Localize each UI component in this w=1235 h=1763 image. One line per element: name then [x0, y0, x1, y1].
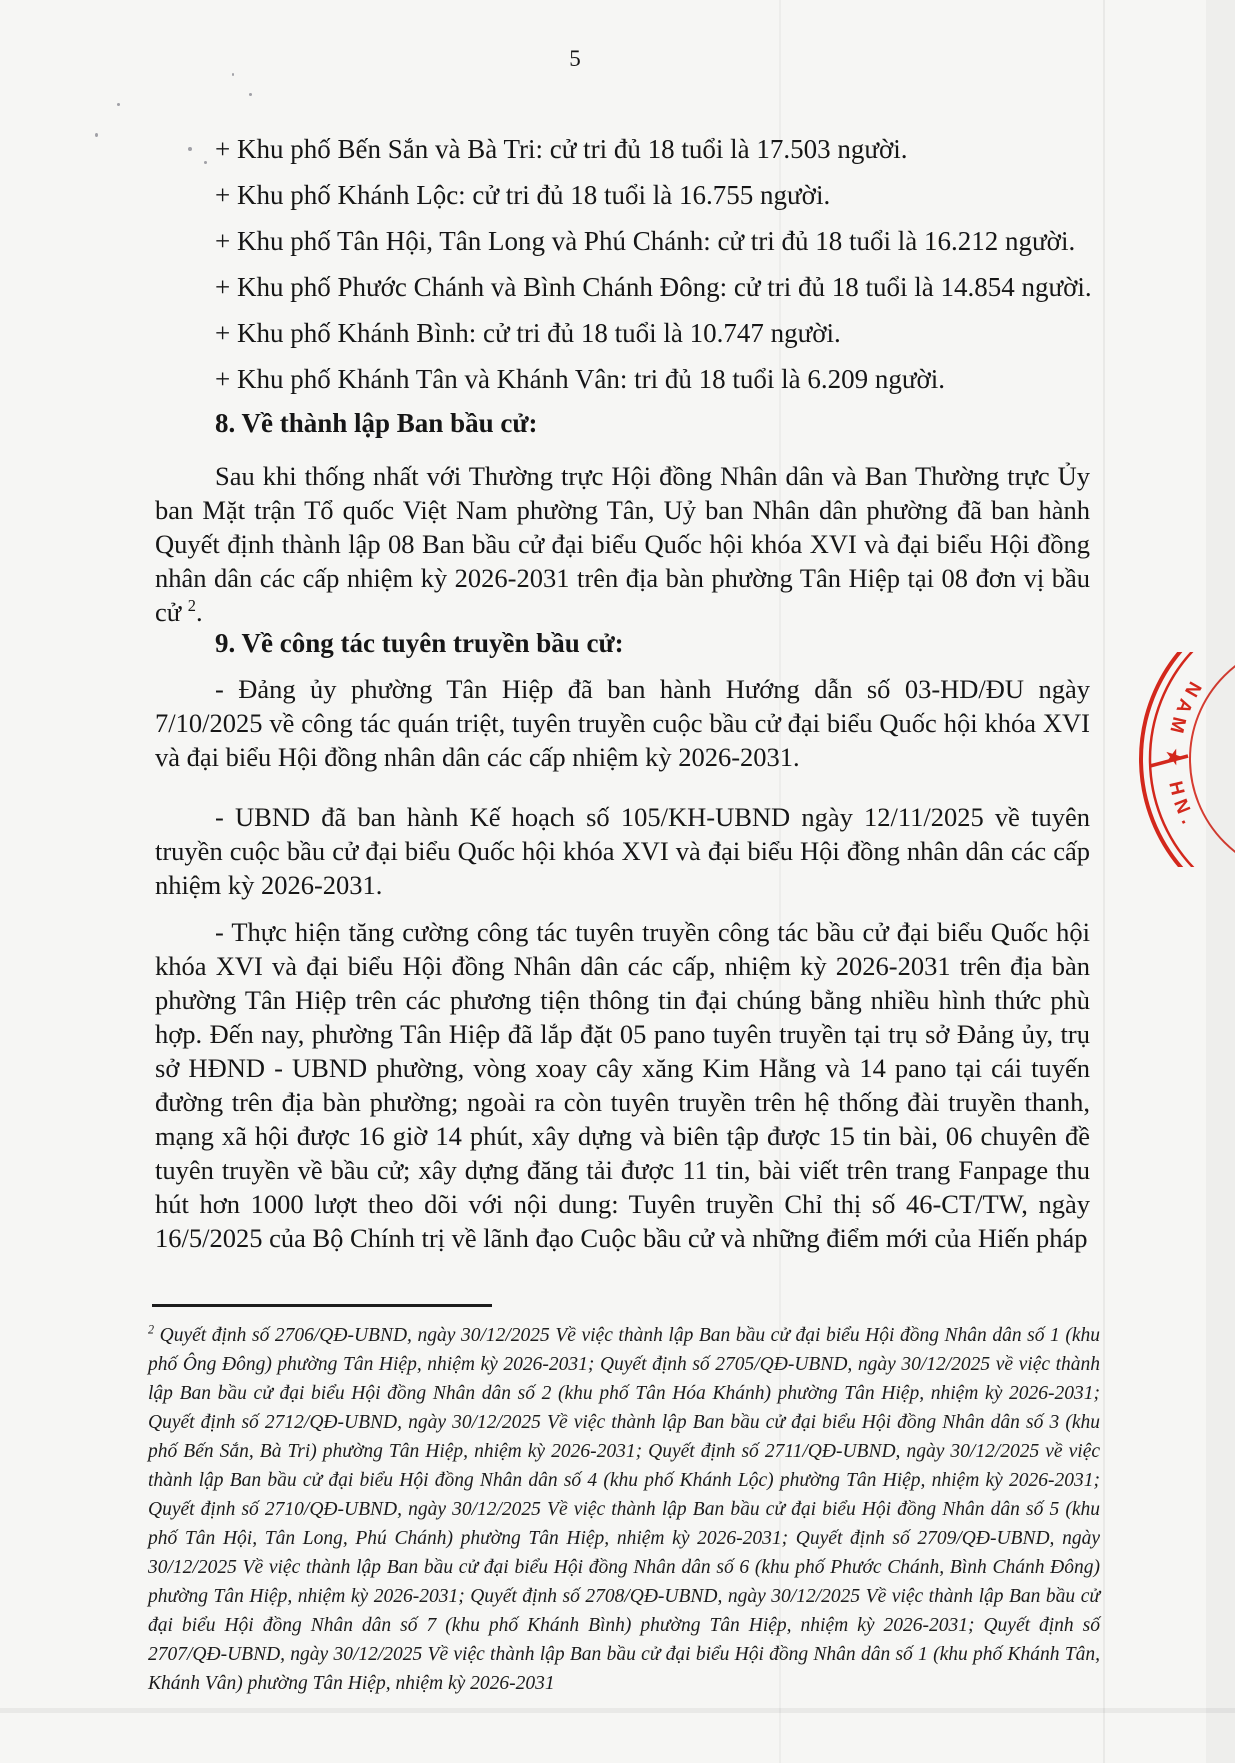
list-item: + Khu phố Khánh Bình: cử tri đủ 18 tuổi là 10.747 người. — [215, 318, 841, 348]
list-item: + Khu phố Tân Hội, Tân Long và Phú Chánh: cử tri đủ 18 tuổi là 16.212 người. — [215, 226, 1076, 256]
section-9-paragraph-2: - UBND đã ban hành Kế hoạch số 105/KH-UBND ngày 12/11/2025 về tuyên truyền cuộc bầu cử đại biểu Quốc hội khóa XVI và đại biểu Hội đồng nhân dân các cấp nhiệm kỳ 2026-2031. — [155, 802, 1090, 900]
section-9-heading: 9. Về công tác tuyên truyền bầu cử: — [215, 628, 624, 658]
section-9-paragraph-3: - Thực hiện tăng cường công tác tuyên truyền công tác bầu cử đại biểu Quốc hội khóa XVI và đại biểu Hội đồng Nhân dân các cấp, nhiệm kỳ 2026-2031 trên địa bàn phường Tân Hiệp trên các phương tiện thông tin đại chúng bằng nhiều hình thức phù hợp. Đến nay, phường Tân Hiệp đã lắp đặt 05 pano tuyên truyền tại trụ sở Đảng ủy, trụ sở HĐND - UBND phường, vòng xoay cây xăng Kim Hằng và 14 pano tại cái tuyến đường trên địa bàn phường; ngoài ra còn tuyên truyền trên hệ thống đài truyền thanh, mạng xã hội được 16 giờ 14 phút, xây dựng và biên tập được 15 tin bài, 06 chuyên đề tuyên truyền về bầu cử; xây dựng đăng tải được 11 tin, bài viết trên trang Fanpage thu hút hơn 1000 lượt theo dõi với nội dung: Tuyên truyền Chỉ thị số 46-CT/TW, ngày 16/5/2025 của Bộ Chính trị về lãnh đạo Cuộc bầu cử và những điểm mới của Hiến pháp — [155, 917, 1090, 1253]
dust-speck — [95, 133, 98, 137]
scan-artifact-line — [1103, 0, 1105, 1763]
dust-speck — [249, 93, 252, 96]
section-8-text-end: . — [195, 597, 203, 627]
footnote-text — [148, 1321, 1100, 1698]
section-8-heading: 8. Về thành lập Ban bầu cử: — [215, 408, 538, 438]
list-item: + Khu phố Khánh Lộc: cử tri đủ 18 tuổi là 16.755 người. — [215, 180, 831, 210]
footnote-reference: 2 — [187, 596, 196, 616]
section-8-text: Sau khi thống nhất với Thường trực Hội đồng Nhân dân và Ban Thường trực Ủy ban Mặt trận Tổ quốc Việt Nam phường Tân, Uỷ ban Nhân dân phường đã ban hành Quyết định thành lập 08 Ban bầu cử đại biểu Quốc hội khóa XVI và đại biểu Hội đồng nhân dân các cấp nhiệm kỳ 2026-2031 trên địa bàn phường Tân Hiệp tại 08 đơn vị bầu cử — [155, 461, 1090, 627]
section-9-paragraph-1: - Đảng ủy phường Tân Hiệp đã ban hành Hướng dẫn số 03-HD/ĐU ngày 7/10/2025 về công tác quán triệt, tuyên truyền cuộc bầu cử đại biểu Quốc hội khóa XVI và đại biểu Hội đồng nhân dân các cấp nhiệm kỳ 2026-2031. — [155, 674, 1090, 772]
seal-arc-text: NAM ★ HN. — [1162, 677, 1205, 833]
dust-speck — [232, 73, 234, 76]
scan-edge-shadow — [1206, 0, 1235, 1763]
scan-artifact-line — [0, 1708, 1235, 1713]
scan-artifact-line — [779, 0, 781, 1763]
svg-text:NAM ★ HN. — [1162, 678, 1205, 833]
section-8-paragraph — [155, 459, 1090, 629]
dust-speck — [188, 147, 192, 151]
footnote-body: Quyết định số 2706/QĐ-UBND, ngày 30/12/2025 Về việc thành lập Ban bầu cử đại biểu Hội đồng Nhân dân số 1 (khu phố Ông Đông) phường Tân Hiệp, nhiệm kỳ 2026-2031; Quyết định số 2705/QĐ-UBND, ngày 30/12/2025 về việc thành lập Ban bầu cử đại biểu Hội đồng Nhân dân số 2 (khu phố Tân Hóa Khánh) phường Tân Hiệp, nhiệm kỳ 2026-2031; Quyết định số 2712/QĐ-UBND, ngày 30/12/2025 Về việc thành lập Ban bầu cử đại biểu Hội đồng Nhân dân số 3 (khu phố Bến Sắn, Bà Tri) phường Tân Hiệp, nhiệm kỳ 2026-2031; Quyết định số 2711/QĐ-UBND, ngày 30/12/2025 về việc thành lập Ban bầu cử đại biểu Hội đồng Nhân dân số 4 (khu phố Khánh Lộc) phường Tân Hiệp, nhiệm kỳ 2026-2031; Quyết định số 2710/QĐ-UBND, ngày 30/12/2025 Về việc thành lập Ban bầu cử đại biểu Hội đồng Nhân dân số 5 (khu phố Tân Hội, Tân Long, Phú Chánh) phường Tân Hiệp, nhiệm kỳ 2026-2031; Quyết định số 2709/QĐ-UBND, ngày 30/12/2025 Về việc thành lập Ban bầu cử đại biểu Hội đồng Nhân dân số 6 (khu phố Phước Chánh, Bình Chánh Đông) phường Tân Hiệp, nhiệm kỳ 2026-2031; Quyết định số 2708/QĐ-UBND, ngày 30/12/2025 Về việc thành lập Ban bầu cử đại biểu Hội đồng Nhân dân số 7 (khu phố Khánh Bình) phường Tân Hiệp, nhiệm kỳ 2026-2031; Quyết định số 2707/QĐ-UBND, ngày 30/12/2025 Về việc thành lập Ban bầu cử đại biểu Hội đồng Nhân dân số 1 (khu phố Khánh Tân, Khánh Vân) phường Tân Hiệp, nhiệm kỳ 2026-2031 — [148, 1325, 1101, 1694]
dust-speck — [204, 161, 207, 164]
dust-speck — [117, 103, 120, 106]
footnote-divider — [152, 1304, 492, 1307]
list-item: + Khu phố Phước Chánh và Bình Chánh Đông: cử tri đủ 18 tuổi là 14.854 người. — [215, 272, 1092, 302]
list-item: + Khu phố Bến Sắn và Bà Tri: cử tri đủ 18 tuổi là 17.503 người. — [215, 134, 908, 164]
voter-count-list — [155, 126, 1115, 402]
list-item: + Khu phố Khánh Tân và Khánh Vân: tri đủ 18 tuổi là 6.209 người. — [215, 364, 946, 394]
footnote-marker: 2 — [148, 1322, 155, 1337]
page-number: 5 — [569, 46, 581, 71]
